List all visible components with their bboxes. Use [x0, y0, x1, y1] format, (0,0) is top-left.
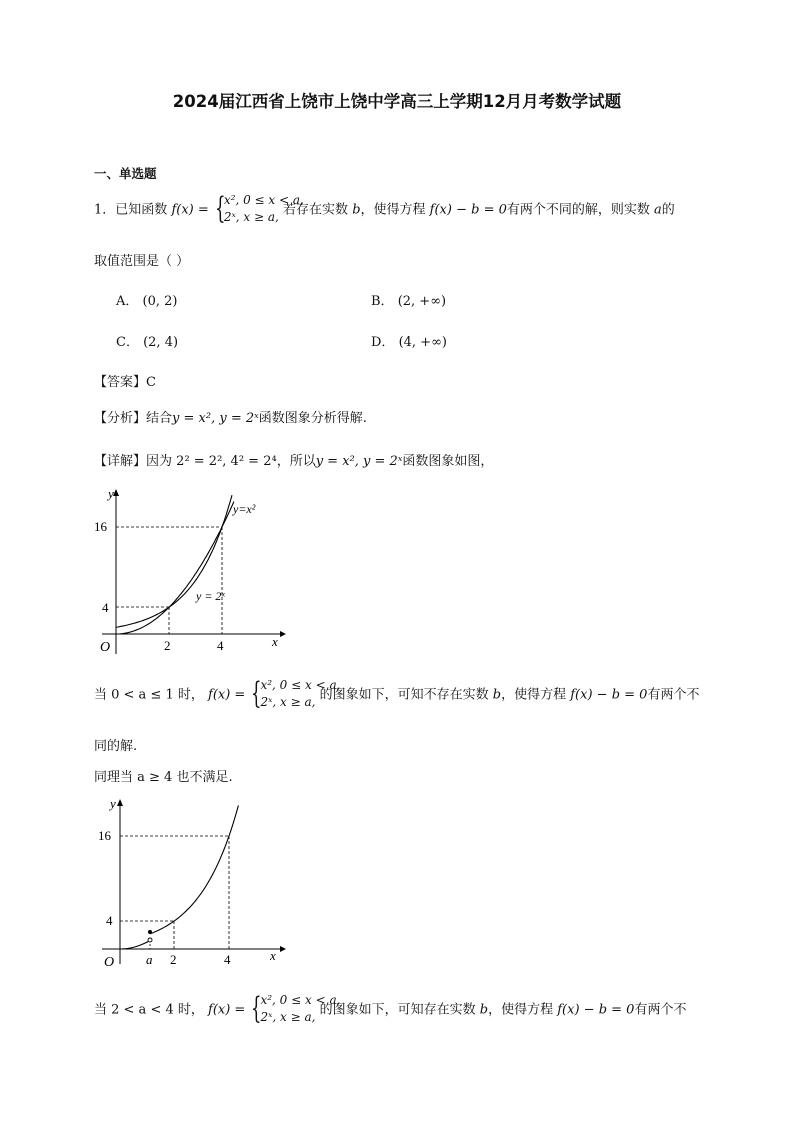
tick-x-2: 2	[170, 952, 177, 967]
tick-16: 16	[98, 828, 111, 843]
question-text-tail2: 的	[661, 202, 675, 218]
piece-1: x², 0 ≤ x < a,	[223, 193, 304, 207]
axis-label-x: x	[272, 634, 278, 649]
case2-text: 的图象如下，可知存在实数	[319, 1002, 476, 1018]
question-text-mid2: ，使得方程	[360, 202, 426, 218]
answer-tag: 【答案】	[94, 375, 147, 390]
case1-piece-2: 2ˣ, x ≥ a,	[260, 695, 316, 709]
graph-1	[92, 484, 292, 660]
label-curve-2x: y = 2ˣ	[196, 589, 225, 603]
analysis-text1: 结合	[146, 411, 173, 426]
curve-right-piece	[150, 806, 238, 934]
question-line-1	[94, 193, 675, 227]
equation: f(x) − b = 0	[429, 202, 507, 218]
function-label: f(x) =	[171, 202, 209, 218]
tick-4: 4	[102, 600, 109, 615]
origin-label: O	[100, 640, 111, 655]
detail-formula1: 2² = 2², 4² = 2⁴	[176, 454, 277, 469]
piece-2: 2ˣ, x ≥ a,	[223, 210, 279, 224]
detail-text2: ，所以	[276, 454, 316, 469]
var-b: b	[352, 202, 361, 218]
case2-equation: f(x) − b = 0	[557, 1002, 635, 1018]
analysis-text2: 函数图象分析得解.	[258, 411, 367, 426]
answer-value: C	[146, 375, 156, 390]
question-text-tail: 有两个不同的解，则实数	[506, 202, 650, 218]
case1-piece-1: x², 0 ≤ x < a,	[260, 678, 341, 692]
case1-piecewise: { x², 0 ≤ x < a, 2ˣ, x ≥ a,	[251, 676, 341, 711]
detail-line	[94, 450, 493, 469]
piecewise-function: { x², 0 ≤ x < a, 2ˣ, x ≥ a,	[214, 191, 304, 226]
tick-x-4: 4	[217, 638, 224, 653]
case2-condition: 当 2 < a < 4 时，	[94, 1002, 204, 1018]
case1-text: 的图象如下，可知不存在实数	[319, 687, 489, 703]
analysis-line	[94, 407, 367, 426]
case1-equation: f(x) − b = 0	[570, 687, 648, 703]
case1-line-1	[94, 678, 699, 712]
case1-text2: ，使得方程	[501, 687, 567, 703]
question-number: 1．	[94, 202, 116, 218]
case2-text3: 有两个不	[634, 1002, 687, 1018]
case1-condition: 当 0 < a ≤ 1 时，	[94, 687, 204, 703]
analysis-formula: y = x², y = 2ˣ	[172, 411, 259, 426]
option-a[interactable]: A． (0, 2)	[116, 294, 178, 309]
detail-formula2: y = x², y = 2ˣ	[315, 454, 403, 469]
var-a: a	[654, 202, 662, 218]
axis-label-y: y	[108, 486, 114, 501]
option-c[interactable]: C． (2, 4)	[116, 335, 179, 350]
closed-point	[148, 930, 152, 934]
label-curve-x2: y=x²	[233, 502, 256, 516]
answer-line	[94, 371, 156, 390]
analysis-tag: 【分析】	[94, 411, 147, 426]
case2-var-b: b	[479, 1002, 489, 1018]
detail-text3: 函数图象如图，	[402, 454, 494, 469]
axis-label-y: y	[110, 796, 116, 811]
tick-4: 4	[106, 913, 113, 928]
detail-tag: 【详解】	[94, 454, 147, 469]
case2-function-label: f(x) =	[208, 1002, 246, 1018]
similar-line: 同理当 a ≥ 4 也不满足.	[94, 770, 233, 785]
tick-x-4: 4	[224, 952, 231, 967]
origin-label: O	[104, 955, 115, 970]
case1-line-2: 同的解.	[94, 739, 138, 754]
question-line-2: 取值范围是（ ）	[94, 254, 190, 269]
question-prefix: 已知函数	[115, 202, 168, 218]
graph-2	[92, 794, 292, 970]
section-heading: 一、单选题	[94, 166, 157, 181]
case2-piece-2: 2ˣ, x ≥ a,	[260, 1010, 316, 1024]
question-text-mid: 若存在实数	[283, 202, 349, 218]
case2-text2: ，使得方程	[488, 1002, 554, 1018]
tick-16: 16	[94, 519, 107, 534]
tick-x-2: 2	[164, 638, 171, 653]
detail-text1: 因为	[146, 454, 173, 469]
case2-line-1	[94, 993, 686, 1027]
case1-text3: 有两个不	[647, 687, 700, 703]
case2-piece-1: x², 0 ≤ x < a,	[260, 993, 341, 1007]
page-title: 2024届江西省上饶市上饶中学高三上学期12月月考数学试题	[172, 92, 622, 111]
option-d[interactable]: D． (4, +∞)	[371, 335, 447, 350]
curve-2-power-x	[116, 495, 232, 627]
case2-piecewise: { x², 0 ≤ x < a, 2ˣ, x ≥ a,	[251, 991, 341, 1026]
open-point	[148, 938, 152, 942]
tick-a: a	[146, 952, 153, 967]
case1-function-label: f(x) =	[208, 687, 246, 703]
case1-var-b: b	[492, 687, 502, 703]
axis-label-x: x	[270, 948, 276, 963]
option-b[interactable]: B． (2, +∞)	[371, 294, 447, 309]
curve-x-squared	[116, 502, 234, 634]
curve-left-piece	[120, 941, 150, 950]
